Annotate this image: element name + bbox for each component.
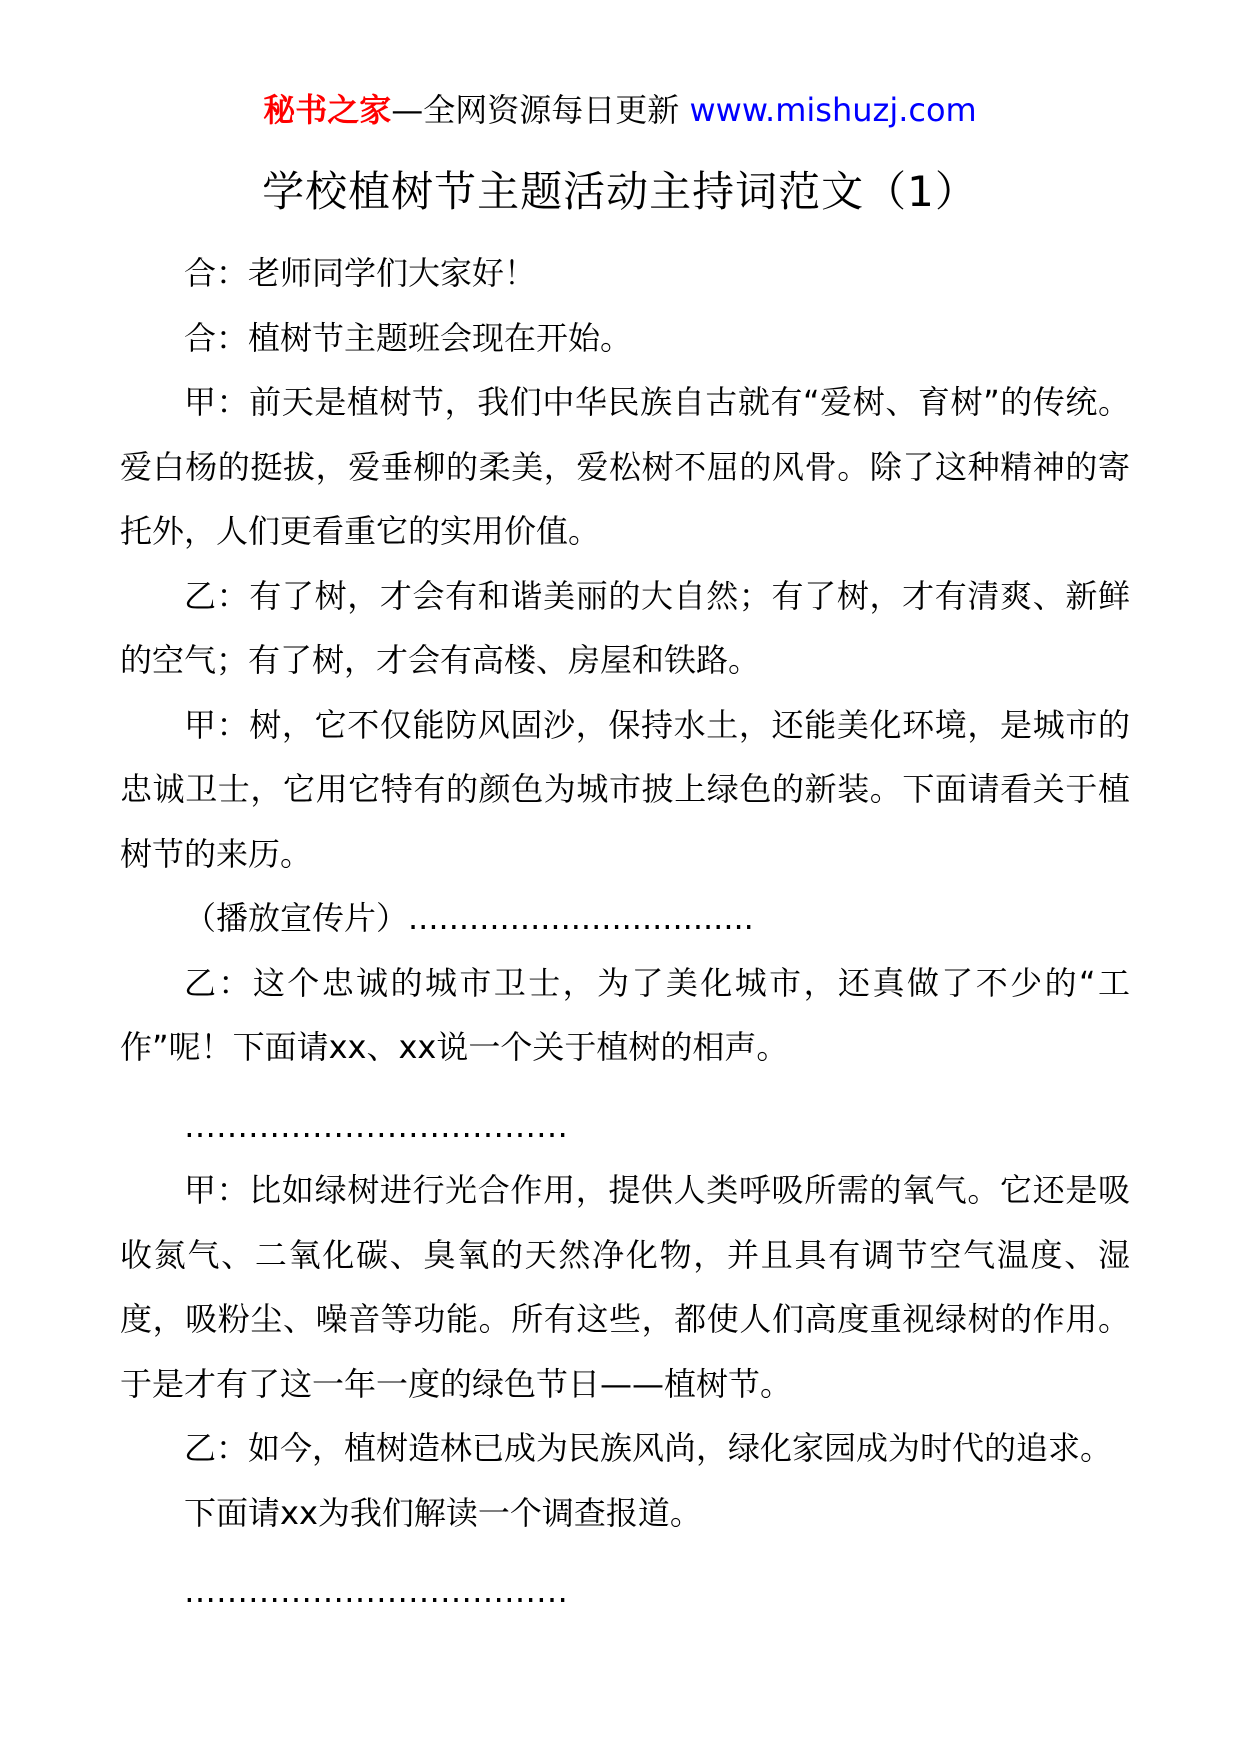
site-url-link[interactable]: www.mishuzj.com [689,91,977,129]
site-header [0,88,1240,132]
ellipsis-line: ……………………………… [184,1106,568,1145]
paragraph: 甲：比如绿树进行光合作用，提供人类呼吸所需的氧气。它还是吸收氮气、二氧化碳、臭氧的天然净化物，并且具有调节空气温度、湿度，吸粉尘、噪音等功能。所有这些，都使人们高度重视绿树的作用。于是才有了这一年一度的绿色节日——植树节。 [120,1171,1130,1403]
paragraph: 甲：前天是植树节，我们中华民族自古就有“爱树、育树”的传统。爱白杨的挺拔，爱垂柳的柔美，爱松树不屈的风骨。除了这种精神的寄托外，人们更看重它的实用价值。 [120,383,1130,550]
paragraph: 乙：有了树，才会有和谐美丽的大自然；有了树，才有清爽、新鲜的空气；有了树，才会有高楼、房屋和铁路。 [120,576,1130,679]
document-body [120,241,1130,1624]
paragraph: 合：植树节主题班会现在开始。 [184,318,633,357]
document-title: 学校植树节主题活动主持词范文（1） [262,167,978,216]
paragraph: 甲：树，它不仅能防风固沙，保持水土，还能美化环境，是城市的忠诚卫士，它用它特有的颜色为城市披上绿色的新装。下面请看关于植树节的来历。 [120,705,1130,873]
ellipsis-line: ……………………………… [184,1572,568,1610]
paragraph: 合：老师同学们大家好！ [184,254,537,292]
paragraph: 乙：如今，植树造林已成为民族风尚，绿化家园成为时代的追求。 [184,1429,1113,1467]
paragraph: （播放宣传片）.................................. [184,899,754,937]
site-brand: 秘书之家 [263,91,392,129]
paragraph: 下面请xx为我们解读一个调查报道。 [184,1493,702,1532]
site-tagline: —全网资源每日更新 [391,91,680,129]
paragraph: 乙：这个忠诚的城市卫士，为了美化城市，还真做了不少的“工作”呢！下面请xx、xx说一个关于植树的相声。 [120,963,1130,1066]
